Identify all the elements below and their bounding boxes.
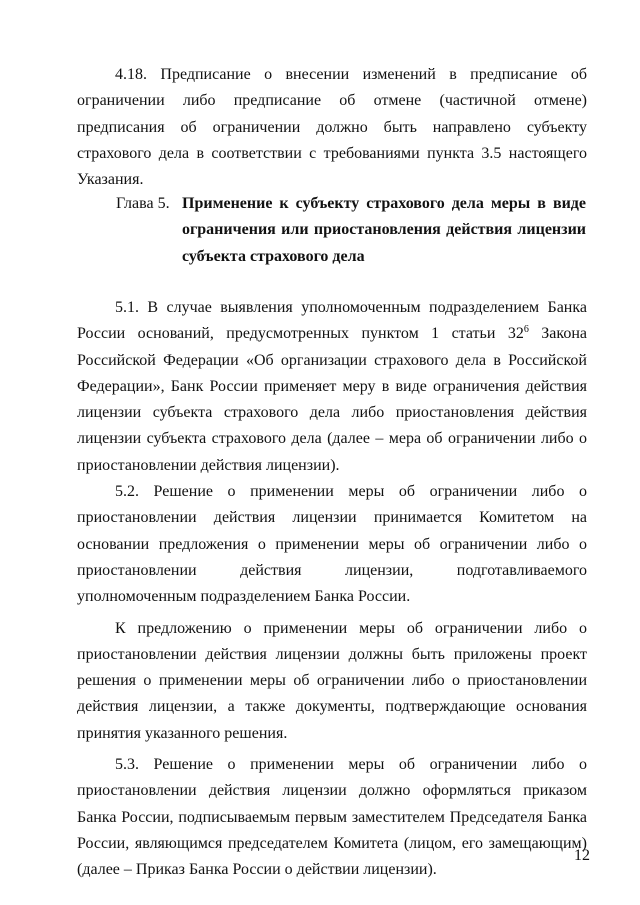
page-number: 12	[574, 847, 590, 864]
paragraph-5-3: 5.3. Решение о применении меры об ограничении либо о приостановлении действия лицензии должно оформляться приказом Банка России, подписываемым первым заместителем Председателя Банка России, являющимся председателем Комитета (лицом, его замещающим) (далее – Приказ Банка России о действии лицензии).	[77, 756, 587, 879]
paragraph-text: 4.18. Предписание о внесении изменений в предписание об ограничении либо предписание об отмене (частичной отмене) предписания об ограничении должно быть направлено субъекту страхового дела в соответствии с требованиями пункта 3.5 настоящего Указания.	[77, 66, 587, 189]
paragraph-5-2: 5.2. Решение о применении меры об ограничении либо о приостановлении действия лицензии принимается Комитетом на основании предложения о применении меры об ограничении либо о приостановлении действия лицензии, подготавливаемого уполномоченным подразделением Банка России.	[77, 483, 587, 606]
footnote-superscript: 6	[523, 324, 529, 336]
chapter-label: Глава 5.	[116, 195, 170, 212]
chapter-title: Применение к субъекту страхового дела меры в виде ограничения или приостановления действия лицензии субъекта страхового дела	[182, 195, 586, 265]
chapter-body	[77, 295, 587, 884]
paragraph-5-1-part-2: Закона Российской Федерации «Об организации страхового дела в Российской Федерации», Банк России применяет меру в виде ограничения действия лицензии субъекта страхового дела либо приостановления действия лицензии субъекта страхового дела (далее – мера об ограничении либо о приостановлении действия лицензии).	[77, 325, 588, 474]
paragraph-4-18	[77, 62, 587, 193]
paragraph-5-1	[77, 295, 587, 479]
paragraph-5-1-part-1: 5.1. В случае выявления уполномоченным подразделением Банка России оснований, предусмотренных пунктом 1 статьи 32	[77, 299, 587, 343]
chapter-heading	[116, 191, 586, 270]
paragraph-5-2-continued: К предложению о применении меры об ограничении либо о приостановлении действия лицензии должны быть приложены проект решения о применении меры об ограничении либо о приостановлении действия лицензии, а также документы, подтверждающие основания принятия указанного решения.	[77, 619, 587, 742]
